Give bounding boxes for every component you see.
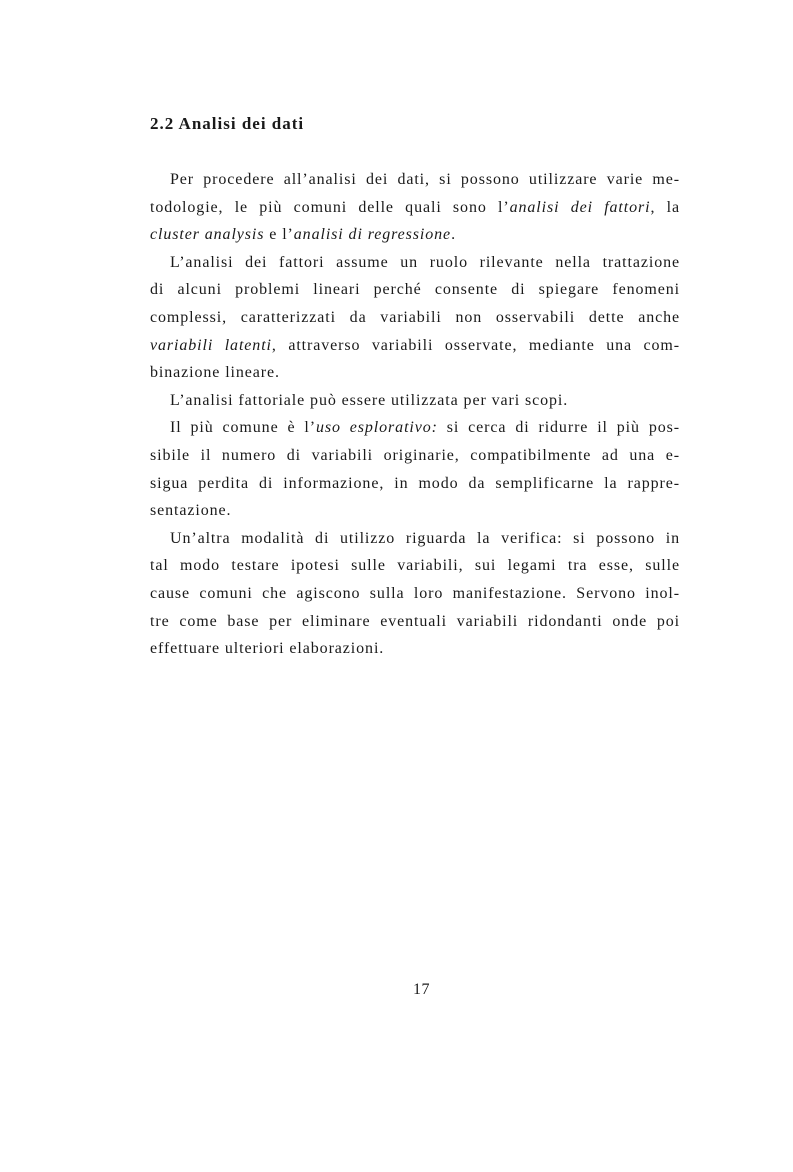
section-heading: 2.2 Analisi dei dati xyxy=(150,114,305,133)
text-run: si cerca di ridurre il più pos- xyxy=(437,419,680,437)
italic-term: uso esplorativo: xyxy=(315,419,438,437)
text-line xyxy=(150,442,680,470)
italic-term: cluster analysis xyxy=(150,226,265,244)
text-run: , la xyxy=(650,198,680,216)
text-run: di alcuni problemi lineari perché consente di spiegare fenomeni xyxy=(150,281,680,299)
text-line xyxy=(150,249,680,277)
text-run: effettuare ulteriori elaborazioni. xyxy=(150,640,385,658)
text-line xyxy=(150,525,680,553)
text-line xyxy=(150,304,680,332)
text-run: . xyxy=(451,226,456,244)
text-line xyxy=(150,194,680,222)
text-run: tre come base per eliminare eventuali variabili ridondanti onde poi xyxy=(150,612,680,630)
text-line xyxy=(150,608,680,636)
text-run: cause comuni che agiscono sulla loro manifestazione. Servono inol- xyxy=(150,584,680,602)
text-run: sigua perdita di informazione, in modo da semplificarne la rappre- xyxy=(150,474,680,492)
text-run: e l’ xyxy=(264,226,294,244)
text-run: tal modo testare ipotesi sulle variabili, sui legami tra esse, sulle xyxy=(150,557,680,575)
text-line xyxy=(150,414,680,442)
text-line xyxy=(150,635,680,663)
text-run: , attraverso variabili osservate, mediante una com- xyxy=(271,336,680,354)
text-run: sibile il numero di variabili originarie, compatibilmente ad una e- xyxy=(150,446,680,464)
body-text xyxy=(150,166,680,663)
text-run: Il più comune è l’ xyxy=(170,419,316,437)
text-line xyxy=(150,332,680,360)
italic-term: variabili latenti xyxy=(150,336,272,354)
text-line xyxy=(150,552,680,580)
text-line xyxy=(150,580,680,608)
text-run: todologie, le più comuni delle quali sono l’ xyxy=(150,198,510,216)
text-line xyxy=(150,221,680,249)
text-line xyxy=(150,497,680,525)
italic-term: analisi dei fattori xyxy=(509,198,651,216)
text-run: binazione lineare. xyxy=(150,364,280,382)
italic-term: analisi di regressione xyxy=(293,226,452,244)
text-line xyxy=(150,359,680,387)
text-run: sentazione. xyxy=(150,502,232,520)
text-line xyxy=(150,276,680,304)
text-run: Per procedere all’analisi dei dati, si possono utilizzare varie me- xyxy=(170,171,680,188)
text-line xyxy=(150,387,680,415)
text-run: L’analisi dei fattori assume un ruolo rilevante nella trattazione xyxy=(170,253,680,271)
text-run: L’analisi fattoriale può essere utilizzata per vari scopi. xyxy=(170,391,569,409)
page-number: 17 xyxy=(413,981,430,998)
text-line xyxy=(150,166,680,194)
text-run: Un’altra modalità di utilizzo riguarda la verifica: si possono in xyxy=(170,529,680,547)
text-run: complessi, caratterizzati da variabili non osservabili dette anche xyxy=(150,308,680,326)
text-line xyxy=(150,470,680,498)
